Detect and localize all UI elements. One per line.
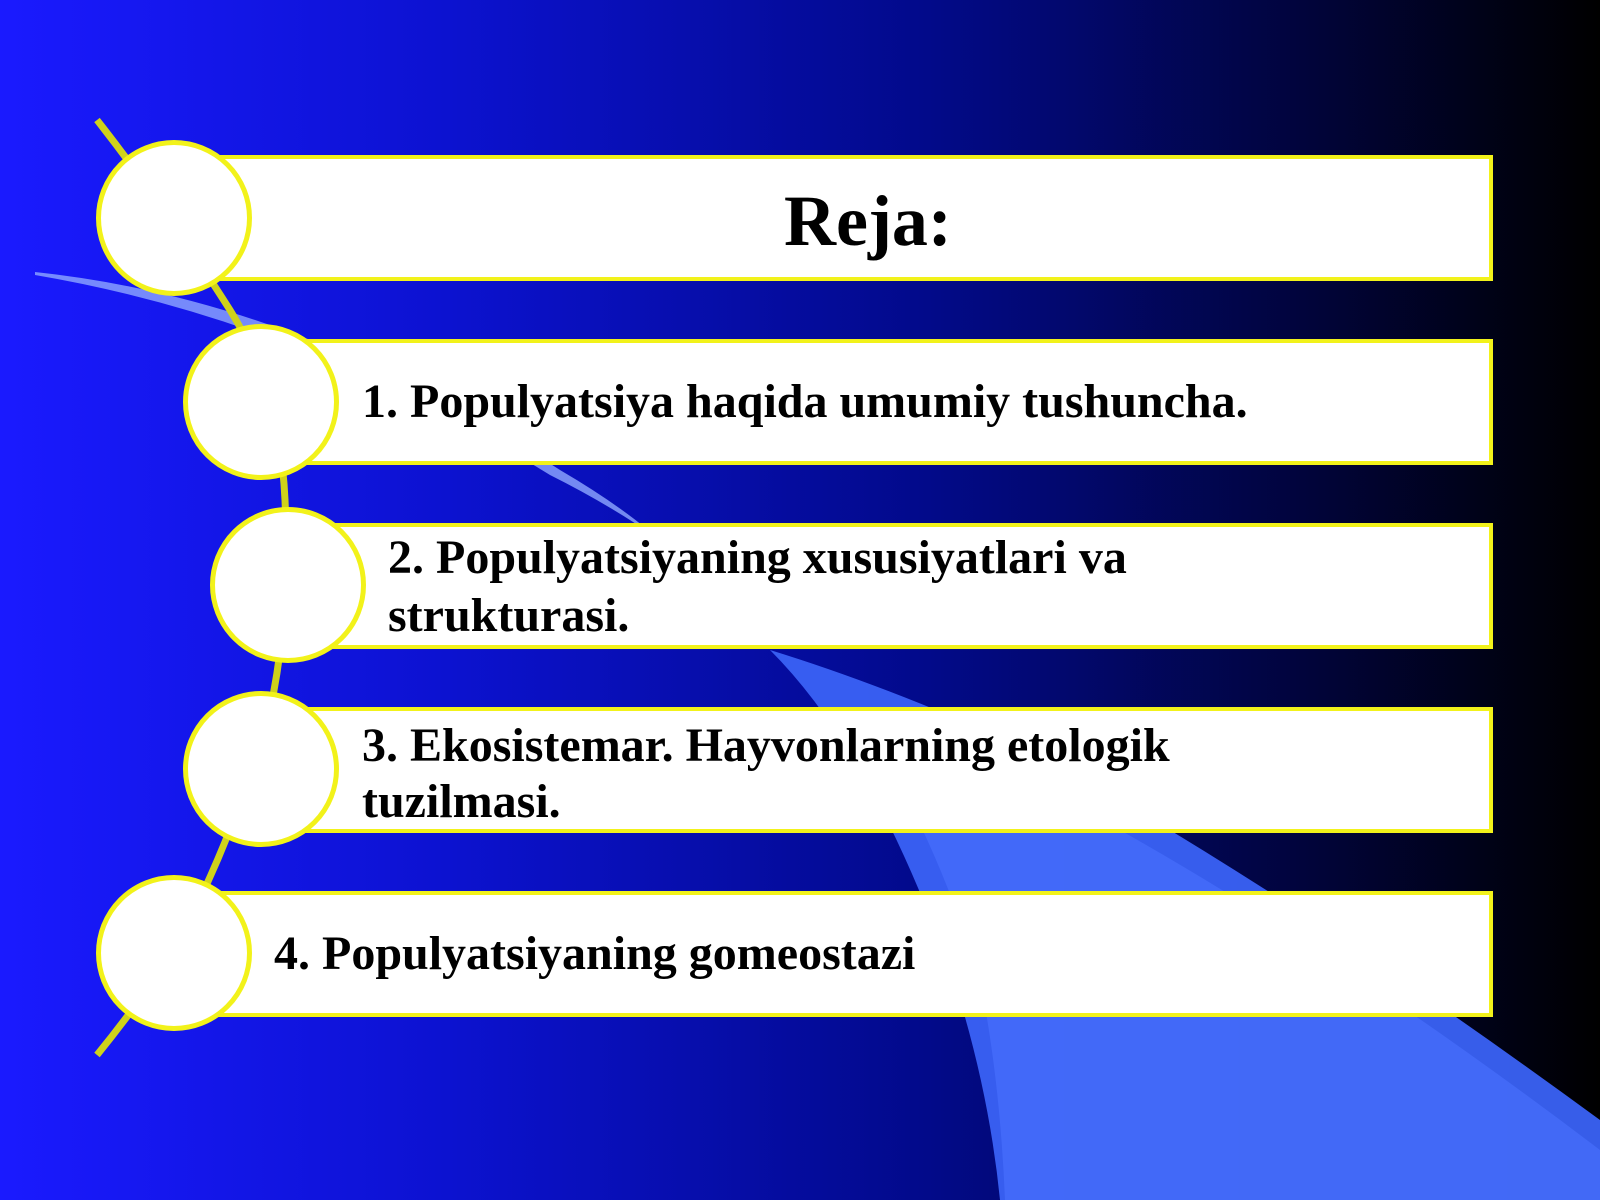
list-item-3-text-line2: tuzilmasi. xyxy=(362,775,561,828)
list-item-3-text-line1: 3. Ekosistemar. Hayvonlarning etologik xyxy=(362,719,1170,772)
list-item-3 xyxy=(300,707,1493,833)
title-circle xyxy=(96,140,252,296)
list-item-4-circle xyxy=(96,875,252,1031)
list-item-2-text-line1: 2. Populyatsiyaning xususiyatlari va xyxy=(388,531,1127,584)
slide-title: Reja: xyxy=(784,181,952,261)
list-item-3-circle xyxy=(183,691,339,847)
title-bar xyxy=(215,155,1493,281)
list-item-2-circle xyxy=(210,507,366,663)
list-item-4 xyxy=(215,891,1493,1017)
list-item-4-text: 4. Populyatsiyaning gomeostazi xyxy=(274,927,916,980)
list-item-1 xyxy=(300,339,1493,465)
list-item-1-text: 1. Populyatsiya haqida umumiy tushuncha. xyxy=(362,375,1248,428)
list-item-2-text-line2: strukturasi. xyxy=(388,589,630,642)
list-item-1-circle xyxy=(183,324,339,480)
list-item-2 xyxy=(330,523,1493,649)
